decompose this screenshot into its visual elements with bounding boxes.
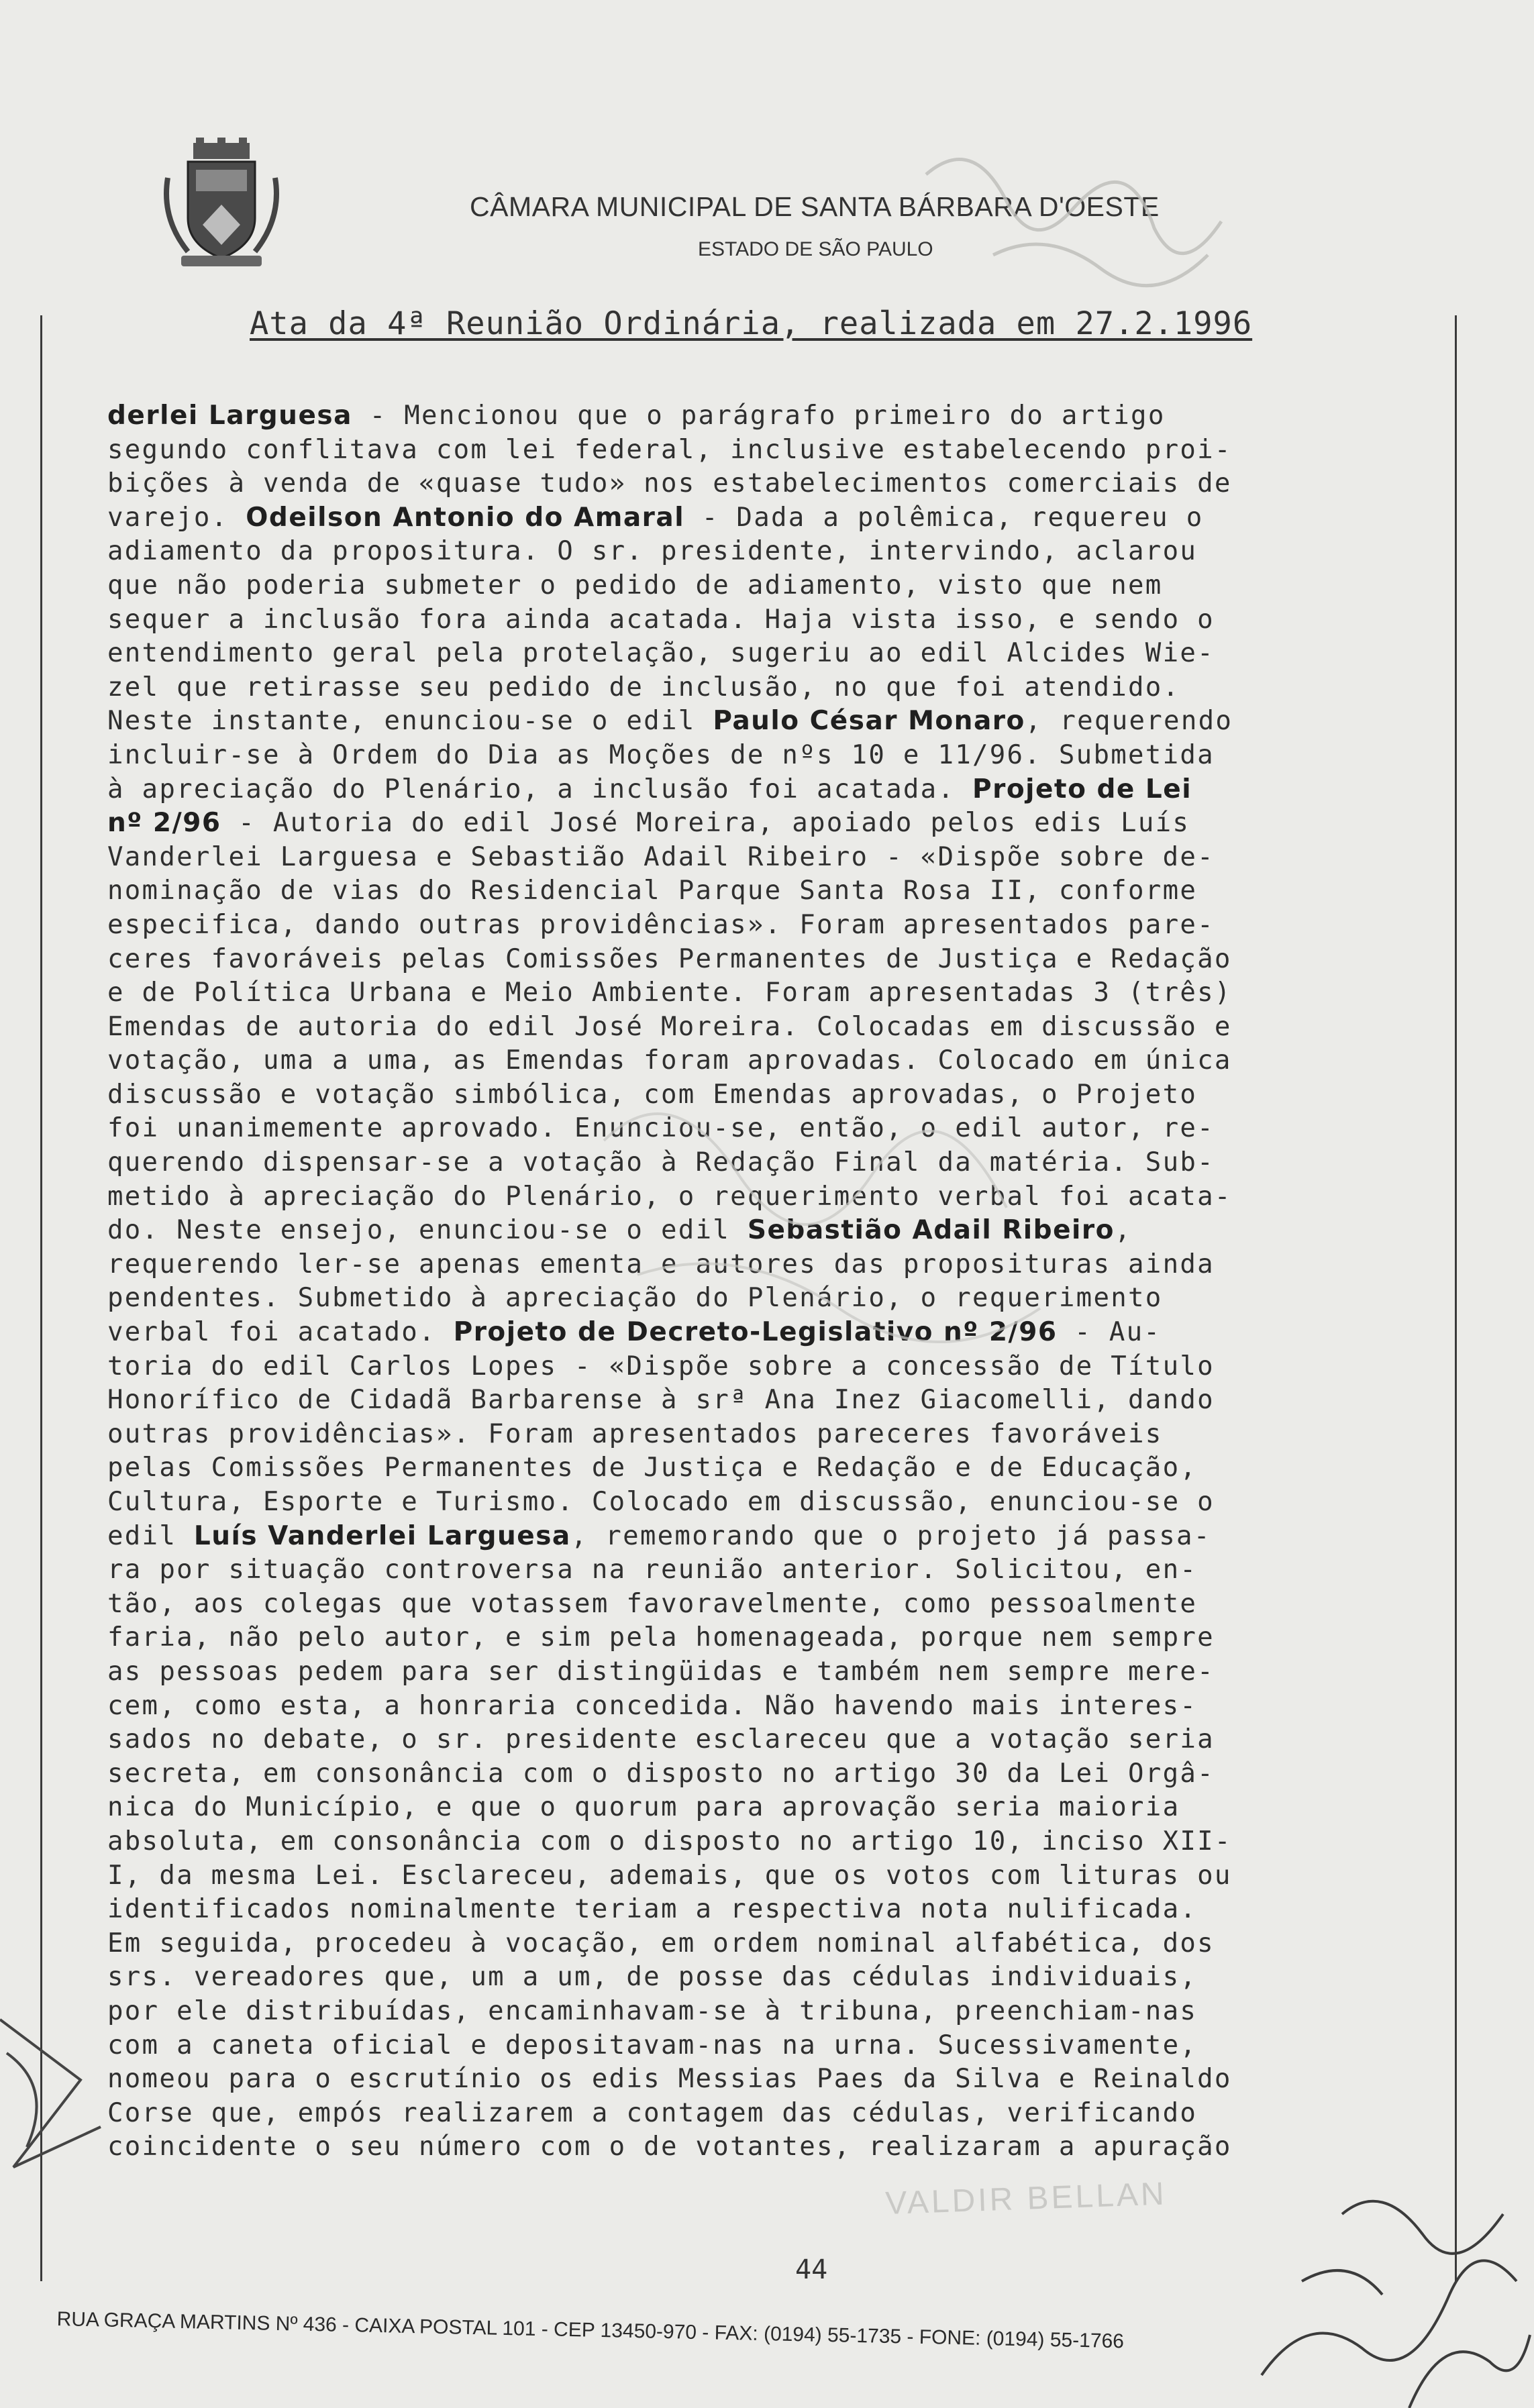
text-segment: varejo. [107, 502, 246, 533]
text-line [107, 1281, 1443, 1316]
text-line [107, 1621, 1443, 1655]
text-line [107, 1553, 1443, 1587]
text-segment: Neste instante, enunciou-se o edil [107, 706, 713, 737]
text-line [107, 2029, 1443, 2063]
text-line [107, 1995, 1443, 2029]
text-line [107, 1010, 1443, 1045]
text-line [107, 1757, 1443, 1791]
text-line [107, 1078, 1443, 1112]
text-segment: - Mencionou que o parágrafo primeiro do artigo [352, 401, 1166, 431]
header-subtitle: ESTADO DE SÃO PAULO [698, 238, 933, 260]
text-line [107, 1418, 1443, 1452]
text-segment: segundo conflitava com lei federal, inclusive estabelecendo proi- [107, 434, 1232, 465]
text-line [107, 1044, 1443, 1078]
document-title: Ata da 4ª Reunião Ordinária, realizada em 27.2.1996 [250, 305, 1253, 342]
text-segment: - Autoria do edil José Moreira, apoiado pelos edis Luís [221, 808, 1190, 839]
text-line [107, 1316, 1443, 1350]
text-line [107, 1825, 1443, 1859]
text-line [107, 433, 1443, 468]
text-segment: discussão e votação simbólica, com Emendas aprovadas, o Projeto [107, 1079, 1198, 1110]
text-segment: pelas Comissões Permanentes de Justiça e Redação e de Educação, [107, 1453, 1198, 1483]
minutes-body-text [107, 399, 1443, 2164]
text-segment: Em seguida, procedeu à vocação, em ordem nominal alfabética, dos [107, 1928, 1215, 1958]
speaker-or-item-name: Luís Vanderlei Larguesa [193, 1520, 571, 1551]
text-line [107, 2130, 1443, 2164]
text-line [107, 2062, 1443, 2097]
text-segment: faria, não pelo autor, e sim pela homenageada, porque nem sempre [107, 1622, 1215, 1653]
text-line [107, 1214, 1443, 1248]
text-line [107, 1520, 1443, 1554]
text-segment: ra por situação controversa na reunião anterior. Solicitou, en- [107, 1555, 1198, 1585]
text-segment: incluir-se à Ordem do Dia as Moções de nºs 10 e 11/96. Submetida [107, 739, 1215, 770]
text-segment: requerendo ler-se apenas ementa e autores das proposituras ainda [107, 1249, 1215, 1279]
text-segment: , requerendo [1025, 706, 1233, 737]
text-segment: srs. vereadores que, um a um, de posse das cédulas individuais, [107, 1962, 1198, 1993]
speaker-or-item-name: Paulo César Monaro [713, 706, 1025, 737]
text-line [107, 671, 1443, 705]
text-line [107, 704, 1443, 739]
text-line [107, 976, 1443, 1010]
speaker-or-item-name: Sebastião Adail Ribeiro [747, 1215, 1115, 1246]
text-line [107, 1146, 1443, 1180]
frame-left-rule [40, 315, 42, 2281]
text-line [107, 806, 1443, 841]
text-line [107, 637, 1443, 671]
text-line [107, 1383, 1443, 1418]
text-segment: , [1114, 1215, 1132, 1246]
signature-bottom-right [1262, 2201, 1530, 2408]
text-segment: que não poderia submeter o pedido de adiamento, visto que nem [107, 570, 1163, 600]
speaker-or-item-name: derlei Larguesa [107, 401, 352, 431]
text-segment: absoluta, em consonância com o disposto no artigo 10, inciso XII- [107, 1826, 1232, 1856]
text-segment: verbal foi acatado. [107, 1317, 454, 1348]
text-segment: entendimento geral pela protelação, sugeriu ao edil Alcides Wie- [107, 638, 1215, 669]
text-segment: à apreciação do Plenário, a inclusão foi acatada. [107, 774, 972, 804]
text-segment: sequer a inclusão fora ainda acatada. Haja vista isso, e sendo o [107, 604, 1215, 635]
text-line [107, 943, 1443, 977]
text-segment: - Dada a polêmica, requereu o [684, 502, 1204, 533]
text-segment: bições à venda de «quase tudo» nos estabelecimentos comerciais de [107, 468, 1232, 499]
text-segment: identificados nominalmente teriam a respectiva nota nulificada. [107, 1894, 1198, 1925]
text-segment: Cultura, Esporte e Turismo. Colocado em discussão, enunciou-se o [107, 1487, 1215, 1517]
text-line [107, 399, 1443, 433]
text-line [107, 1587, 1443, 1622]
text-line [107, 1112, 1443, 1146]
text-line [107, 1180, 1443, 1214]
text-line [107, 1350, 1443, 1384]
text-line [107, 569, 1443, 603]
text-segment: com a caneta oficial e depositavam-nas na urna. Sucessivamente, [107, 2030, 1198, 2060]
signature-left-margin [0, 2020, 101, 2167]
footer-address: RUA GRAÇA MARTINS Nº 436 - CAIXA POSTAL 101 - CEP 13450-970 - FAX: (0194) 55-1735 - FONE: (0194) 55-1766 [56, 2308, 1125, 2353]
text-line [107, 1859, 1443, 1893]
text-segment: - Au- [1057, 1317, 1162, 1348]
text-line [107, 2097, 1443, 2131]
text-segment: ceres favoráveis pelas Comissões Permanentes de Justiça e Redação [107, 943, 1232, 974]
text-segment: sados no debate, o sr. presidente esclareceu que a votação seria [107, 1724, 1215, 1755]
text-line [107, 603, 1443, 637]
text-segment: e de Política Urbana e Meio Ambiente. Foram apresentadas 3 (três) [107, 978, 1232, 1008]
text-segment: I, da mesma Lei. Esclareceu, ademais, que os votos com lituras ou [107, 1860, 1232, 1891]
text-segment: secreta, em consonância com o disposto no artigo 30 da Lei Orgâ- [107, 1758, 1215, 1789]
text-line [107, 908, 1443, 943]
text-line [107, 467, 1443, 501]
municipal-crest-icon [161, 138, 282, 272]
text-segment: nominação de vias do Residencial Parque Santa Rosa II, conforme [107, 876, 1198, 906]
page-number: 44 [795, 2254, 828, 2285]
stamp-text: VALDIR BELLAN [884, 2176, 1168, 2221]
header-title: CÂMARA MUNICIPAL DE SANTA BÁRBARA D'OESTE [470, 191, 1160, 222]
text-segment: Corse que, empós realizarem a contagem das cédulas, verificando [107, 2097, 1198, 2128]
text-segment: edil [107, 1520, 194, 1551]
speaker-or-item-name: Projeto de Decreto-Legislativo nº 2/96 [453, 1317, 1058, 1348]
text-segment: adiamento da propositura. O sr. presidente, intervindo, aclarou [107, 536, 1198, 567]
text-segment: Emendas de autoria do edil José Moreira. Colocadas em discussão e [107, 1011, 1232, 1042]
frame-right-rule [1455, 315, 1457, 2281]
text-segment: coincidente o seu número com o de votantes, realizaram a apuração [107, 2132, 1232, 2162]
text-line [107, 535, 1443, 569]
text-line [107, 1893, 1443, 1927]
text-segment: querendo dispensar-se a votação à Redação Final da matéria. Sub- [107, 1147, 1215, 1178]
text-segment: Vanderlei Larguesa e Sebastião Adail Ribeiro - «Dispõe sobre de- [107, 841, 1215, 872]
text-line [107, 1927, 1443, 1961]
text-segment: outras providências». Foram apresentados pareceres favoráveis [107, 1418, 1163, 1449]
text-line [107, 1248, 1443, 1282]
text-line [107, 1723, 1443, 1757]
text-line [107, 1689, 1443, 1724]
text-segment: do. Neste ensejo, enunciou-se o edil [107, 1215, 748, 1246]
text-segment: as pessoas pedem para ser distingüidas e também nem sempre mere- [107, 1656, 1215, 1687]
text-line [107, 874, 1443, 908]
text-segment: especifica, dando outras providências». Foram apresentados pare- [107, 909, 1215, 940]
speaker-or-item-name: nº 2/96 [107, 808, 221, 839]
text-line [107, 773, 1443, 807]
text-line [107, 739, 1443, 773]
text-segment: nomeou para o escrutínio os edis Messias Paes da Silva e Reinaldo [107, 2064, 1232, 2095]
text-segment: cem, como esta, a honraria concedida. Não havendo mais interes- [107, 1690, 1198, 1721]
text-segment: por ele distribuídas, encaminhavam-se à tribuna, preenchiam-nas [107, 1995, 1198, 2026]
text-segment: zel que retirasse seu pedido de inclusão, no que foi atendido. [107, 672, 1180, 702]
text-segment: , rememorando que o projeto já passa- [570, 1520, 1211, 1551]
speaker-or-item-name: Odeilson Antonio do Amaral [246, 502, 685, 533]
text-segment: votação, uma a uma, as Emendas foram aprovadas. Colocado em única [107, 1045, 1232, 1076]
text-line [107, 1960, 1443, 1995]
text-segment: metido à apreciação do Plenário, o requerimento verbal foi acata- [107, 1181, 1232, 1212]
text-line [107, 1485, 1443, 1520]
text-segment: nica do Município, e que o quorum para aprovação seria maioria [107, 1792, 1180, 1823]
text-segment: tão, aos colegas que votassem favoravelmente, como pessoalmente [107, 1588, 1198, 1619]
text-segment: foi unanimemente aprovado. Enunciou-se, então, o edil autor, re- [107, 1113, 1215, 1144]
text-line [107, 1655, 1443, 1689]
text-segment: pendentes. Submetido à apreciação do Plenário, o requerimento [107, 1283, 1163, 1314]
text-segment: toria do edil Carlos Lopes - «Dispõe sobre a concessão de Título [107, 1351, 1215, 1381]
text-line [107, 841, 1443, 875]
text-line [107, 1791, 1443, 1825]
speaker-or-item-name: Projeto de Lei [972, 774, 1192, 804]
text-line [107, 501, 1443, 535]
text-line [107, 1451, 1443, 1485]
text-segment: Honorífico de Cidadã Barbarense à srª Ana Inez Giacomelli, dando [107, 1385, 1215, 1416]
